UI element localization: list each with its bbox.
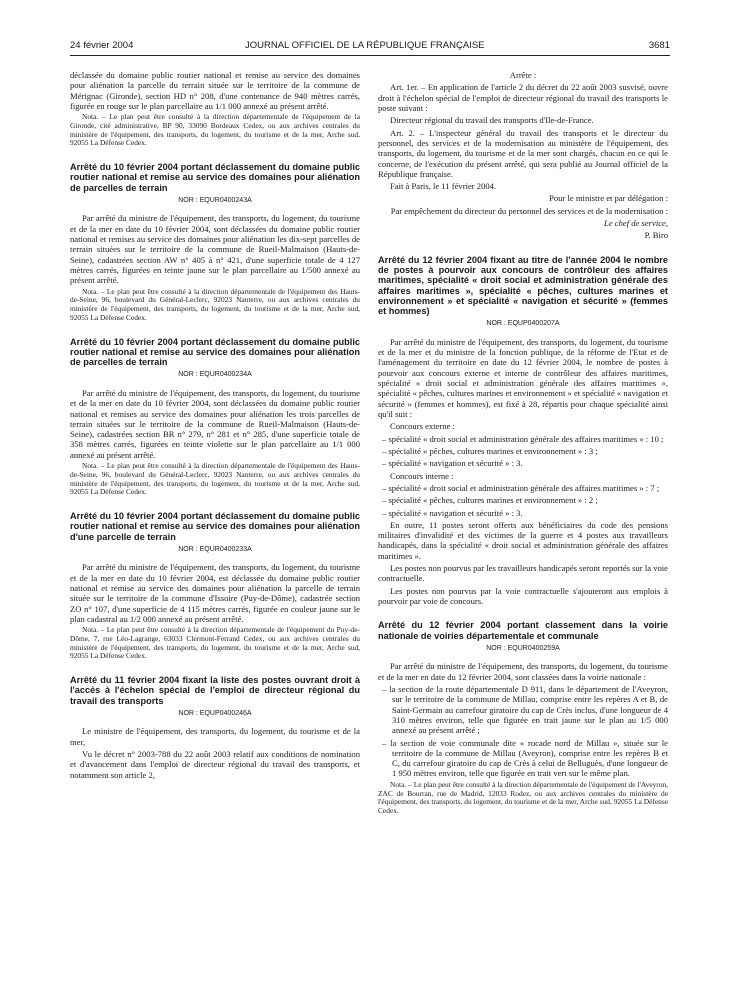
- list-item: – la section de la route départementale D 911, dans le département de l'Aveyron, sur le territoire de la commune de Millau, comprise entre les repères A et B, de Saint-Germain au carrefour giratoire du cap de Crès inclus, d'une longueur de 4 310 mètres environ, telle que figurée en trait jaune sur le plan au 1/5 000 annexé au présent arrêté ;: [382, 683, 668, 736]
- list-item: – spécialité « droit social et administration générale des affaires maritimes » : 10 ;: [382, 433, 664, 444]
- intro-paragraph: déclassée du domaine public routier national et remise au service des domaines pour aliénation la parcelle du terrain située sur le territoire de la commune de Mérignac (Gironde), section HD n° 208, d'une contenance de 940 mètres carrés, figurée en rouge sur le plan parcellaire au 1/1 000 annexé au présent arrêté.: [70, 70, 360, 111]
- signature-line: Pour le ministre et par délégation :: [549, 193, 668, 204]
- article-nota: Nota. – Le plan peut être consulté à la direction départementale de l'équipement du Puy-de-Dôme, 7, rue Léo-Lagrange, 63033 Clermont-Ferrand Cedex, ou aux archives centrales du ministère de l'équipement, des transports, du logement, du tourisme et de la mer, Arche sud, 92055 La Défense Cedex.: [70, 625, 360, 661]
- article-paragraph: Les postes non pourvus par la voie contractuelle s'ajouteront aux emplois à pourvoir par voie de concours.: [378, 585, 668, 607]
- article-title: Arrêté du 10 février 2004 portant déclassement du domaine public routier national et remise au service des domaines pour aliénation d'une parcelle de terrain: [70, 511, 360, 542]
- signature-line: Par empêchement du directeur du personnel des services et de la modernisation :: [390, 205, 668, 216]
- list-item: – la section de voie communale dite « rocade nord de Millau », située sur le territoire de la commune de Millau (Aveyron), comprise entre les repères B et C, du carrefour giratoire du cap de Crès à celui de Belluguès, d'une longueur de 1 950 mètres environ, telle que figurée en trait vert sur le même plan.: [382, 737, 668, 779]
- article-title: Arrêté du 12 février 2004 fixant au titre de l'année 2004 le nombre de postes à pourvoir aux concours de contrôleur des affaires maritimes, spécialité « droit social et administration générale des affaires maritimes », spécialité « pêches, cultures marines et environnement » et spécialité « navigation et sécurité » (femmes et hommes): [378, 254, 668, 317]
- article-nota: Nota. – Le plan peut être consulté à la direction départementale de l'équipement des Hauts-de-Seine, 96, boulevard du Général-Leclerc, 92023 Nanterre, ou aux archives centrales du ministère de l'équipement, des transports, du logement, du tourisme et de la mer, Arche sud, 92055 La Défense Cedex.: [70, 461, 360, 497]
- intro-nota: Nota. – Le plan peut être consulté à la direction départementale de l'équipement de la Gironde, cité administrative, BP 90, 33090 Bordeaux Cedex, ou aux archives centrales du ministère de l'équipement, des transports, du logement, du tourisme et de la mer, Arche sud, 92055 La Défense Cedex.: [70, 112, 360, 148]
- article-nota: Nota. – Le plan peut être consulté à la direction départementale de l'équipement de l'Aveyron, ZAC de Bourran, rue de Madrid, 12033 Rodez, ou aux archives centrales du ministère de l'équipement, des transports, du logement, du tourisme et de la mer, Arche sud, 92055 La Défense Cedex.: [378, 779, 668, 815]
- list-item: – spécialité « pêches, cultures marines et environnement » : 3 ;: [382, 445, 598, 456]
- article-1-poste: Directeur régional du travail des transports d'Ile-de-France.: [390, 115, 594, 126]
- nor-reference: NOR : EQUR0400233A: [178, 545, 252, 553]
- right-column: [378, 70, 668, 818]
- page-header: [70, 40, 670, 54]
- article-body: Par arrêté du ministre de l'équipement, des transports, du logement, du tourisme et de la mer en date du 10 février 2004, sont déclassées du domaine public routier national et remises au service des domaines pour aliénation les trois parcelles de terrain situées sur le territoire de la commune de Rueil-Malmaison (Hauts-de-Seine), cadastrées section BR n° 279, n° 281 et n° 285, d'une superficie totale de 358 mètres carrés, figurées en teinte violette sur le plan parcellaire au 1/1 000 annexé au présent arrêté.: [70, 387, 360, 460]
- article-body: Par arrêté du ministre de l'équipement, des transports, du logement, du tourisme et de la mer et du ministre de la fonction publique, de la réforme de l'Etat et de l'aménagement du territoire en date du 12 février 2004, le nombre de postes à pourvoir aux concours externe et interne de contrôleur des affaires maritimes, spécialité « droit social et administration générale des affaires maritimes », spécialité « pêches, cultures marines et environnement » et spécialité « navigation et sécurité » (femmes et hommes), est fixé à 28, répartis pour chaque spécialité ainsi qu'il suit :: [378, 336, 668, 420]
- header-title: JOURNAL OFFICIEL DE LA RÉPUBLIQUE FRANÇAISE: [245, 40, 485, 51]
- article-body: Par arrêté du ministre de l'équipement, des transports, du logement, du tourisme et de la mer en date du 10 février 2004, sont déclassées du domaine public routier national et remises au service des domaines pour aliénation les dix-sept parcelles de terrain situées sur le territoire de la commune de Rueil-Malmaison (Hauts-de-Seine), cadastrées section AW n° 405 à n° 421, d'une superficie totale de 4 127 mètres carrés, figurées en teinte jaune sur le plan parcellaire au 1/500 annexé au présent arrêté.: [70, 213, 360, 286]
- arrete-heading: Arrête :: [509, 70, 537, 80]
- list-item: – spécialité « navigation et sécurité » : 3.: [382, 458, 523, 469]
- signature-line: Le chef de service,: [604, 218, 668, 229]
- list-heading: Concours externe :: [390, 421, 455, 432]
- nor-reference: NOR : EQUP0400246A: [178, 709, 252, 717]
- fait-a-paris: Fait à Paris, le 11 février 2004.: [390, 181, 497, 192]
- left-column: [70, 70, 360, 782]
- article-paragraph: En outre, 11 postes seront offerts aux bénéficiaires du code des pensions militaires d'invalidité et des victimes de la guerre et 4 postes aux travailleurs handicapés, dans la spécialité « droit social et administration générale des affaires maritimes ».: [378, 519, 668, 561]
- list-item: – spécialité « droit social et administration générale des affaires maritimes » : 7 ;: [382, 482, 660, 493]
- article-body: Par arrêté du ministre de l'équipement, des transports, du logement, du tourisme et de la mer en date du 10 février 2004, est déclassée du domaine public routier national et remise au service des domaines pour aliénation la parcelle de terrain située sur le territoire de la commune d'Issoire (Puy-de-Dôme), cadastrée section ZO n° 107, d'une superficie de 4 115 mètres carrés, figurée en couleur jaune sur le plan cadastral au 1/2 000 annexé au présent arrêté.: [70, 562, 360, 624]
- article-paragraph: Vu le décret n° 2003-788 du 22 août 2003 relatif aux conditions de nomination et d'avancement dans l'emploi de directeur régional du travail des transports, et notamment son article 2,: [70, 749, 360, 780]
- signature-name: P. Biro: [644, 230, 668, 241]
- list-heading: Concours interne :: [390, 470, 454, 481]
- header-page-number: 3681: [648, 40, 670, 51]
- article-body: Par arrêté du ministre de l'équipement, des transports, du logement, du tourisme et de la mer en date du 12 février 2004, sont classées dans la voirie nationale :: [378, 661, 668, 682]
- list-item: – spécialité « pêches, cultures marines et environnement » : 2 ;: [382, 495, 598, 506]
- nor-reference: NOR : EQUP0400207A: [486, 320, 560, 328]
- article-paragraph: Les postes non pourvus par les travailleurs handicapés seront reportés sur la voie contractuelle.: [378, 563, 668, 584]
- nor-reference: NOR : EQUR0400259A: [486, 644, 560, 652]
- list-item: – spécialité « navigation et sécurité » : 3.: [382, 507, 523, 518]
- article-nota: Nota. – Le plan peut être consulté à la direction départementale de l'équipement des Hauts-de-Seine, 96, boulevard du Général-Leclerc, 92023 Nanterre, ou aux archives centrales du ministère de l'équipement, des transports, du logement, du tourisme et de la mer, Arche sud, 92055 La Défense Cedex.: [70, 286, 360, 322]
- article-title: Arrêté du 12 février 2004 portant classement dans la voirie nationale de voiries départementale et communale: [378, 620, 668, 641]
- article-title: Arrêté du 10 février 2004 portant déclassement du domaine public routier national et remise au service des domaines pour aliénation de parcelles de terrain: [70, 162, 360, 193]
- article-1: Art. 1er. – En application de l'article 2 du décret du 22 août 2003 susvisé, ouvre droit à l'échelon spécial de l'emploi de directeur régional du travail des transports le poste suivant :: [378, 82, 668, 113]
- article-title: Arrêté du 10 février 2004 portant déclassement du domaine public routier national et remise au service des domaines pour aliénation de parcelles de terrain: [70, 336, 360, 368]
- article-title: Arrêté du 11 février 2004 fixant la liste des postes ouvrant droit à l'accès à l'échelon spécial de l'emploi de directeur régional du travail des transports: [70, 675, 360, 706]
- header-rule: [70, 55, 670, 56]
- nor-reference: NOR : EQUR0400234A: [178, 371, 252, 379]
- header-date: 24 février 2004: [70, 40, 134, 51]
- article-paragraph: Le ministre de l'équipement, des transports, du logement, du tourisme et de la mer,: [70, 726, 360, 747]
- article-2: Art. 2. – L'inspecteur général du travail des transports et le directeur du personnel, des services et de la modernisation au ministère de l'équipement, des transports, du logement, du tourisme et de la mer sont chargés, chacun en ce qui le concerne, de l'exécution du présent arrêté, qui sera publié au Journal officiel de la République française.: [378, 127, 668, 179]
- nor-reference: NOR : EQUR0400243A: [178, 197, 252, 205]
